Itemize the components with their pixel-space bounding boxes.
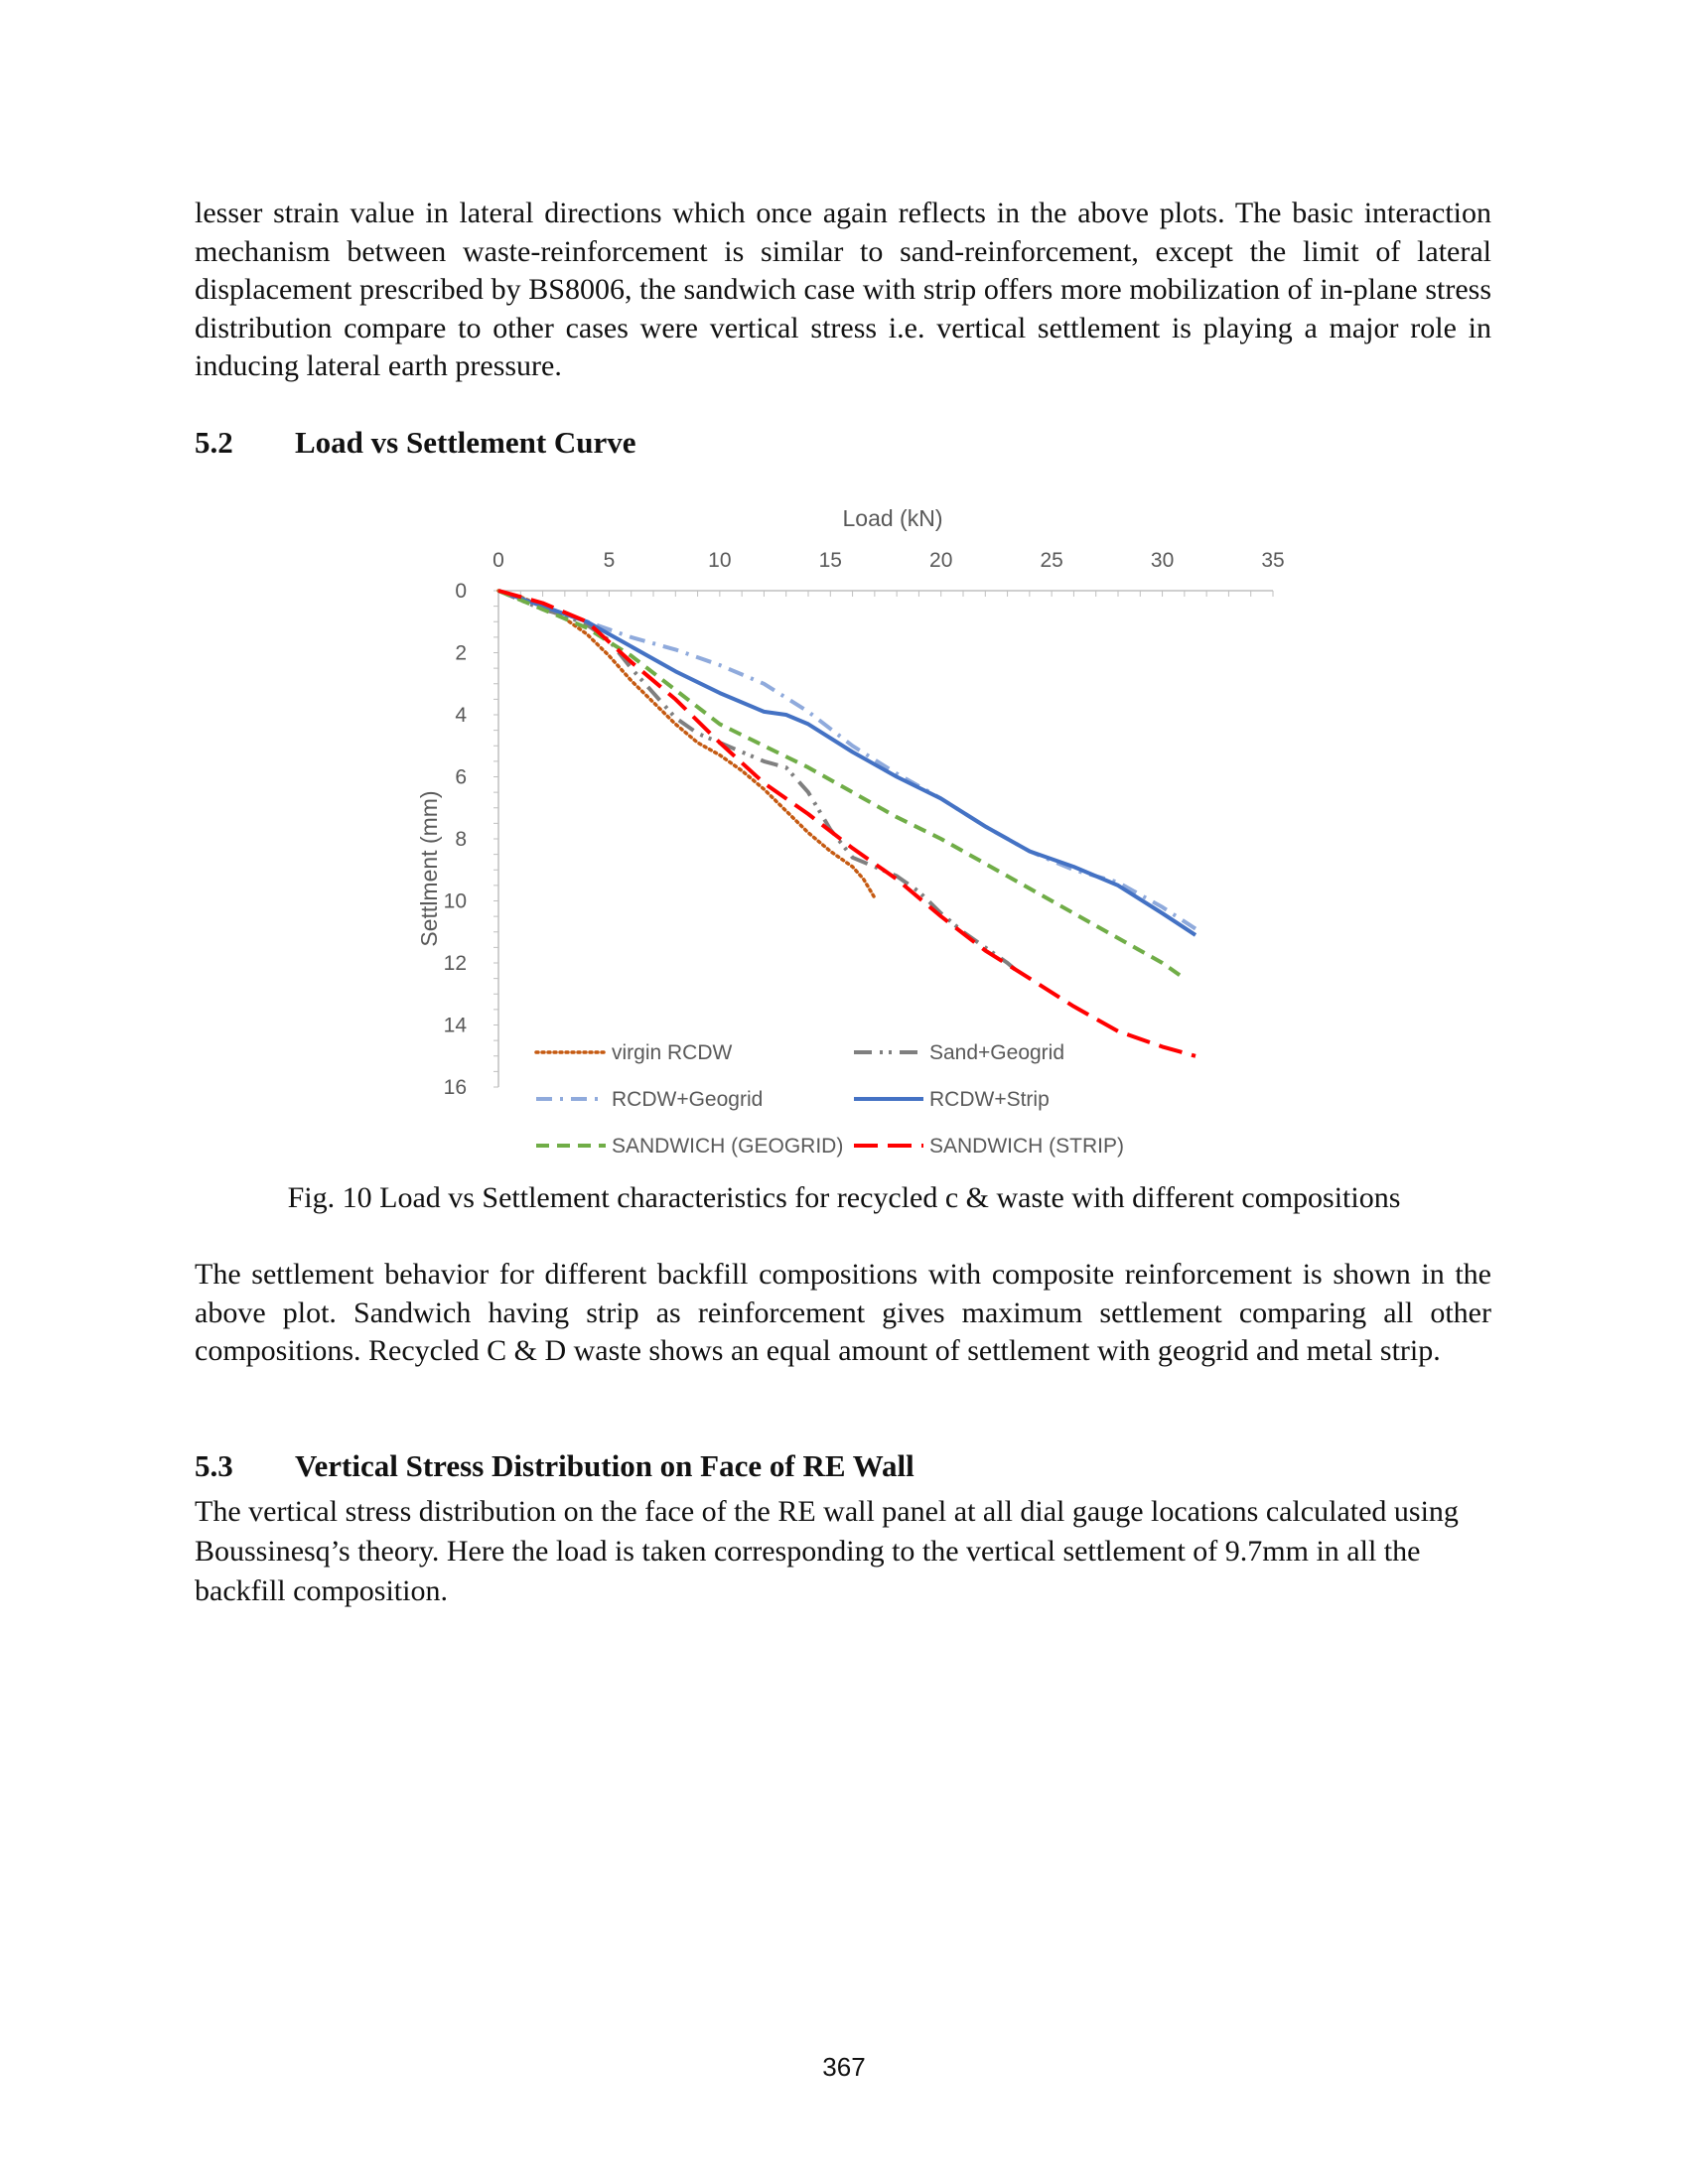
x-axis-title: Load (kN) <box>842 505 943 531</box>
body-paragraph: The settlement behavior for different backfill compositions with composite reinforcement is shown in the above plot. Sandwich having strip as reinforcement gives maximum settlement comparing all other compositions. Recycled C & D waste shows an equal amount of settlement with geogrid and metal strip. <box>195 1258 1491 1367</box>
x-tick-label: 5 <box>603 549 616 572</box>
series-line-6 <box>498 591 1196 1056</box>
y-tick-label: 16 <box>443 1076 467 1099</box>
y-tick-label: 6 <box>455 765 467 789</box>
legend-label-3: RCDW+Geogrid <box>612 1088 764 1111</box>
section-heading-5-2 <box>195 425 636 461</box>
y-tick-label: 12 <box>443 952 467 975</box>
section-title: Load vs Settlement Curve <box>295 425 636 460</box>
series-line-4 <box>498 591 1196 935</box>
body-paragraph: The vertical stress distribution on the face of the RE wall panel at all dial gauge locations calculated using Boussinesq’s theory. Here the load is taken corresponding to the vertical settlement of 9.7mm in all the backfill composition. <box>195 1495 1459 1607</box>
x-tick-label: 30 <box>1150 549 1175 572</box>
y-tick-label: 0 <box>455 580 467 603</box>
x-tick-label: 0 <box>492 549 504 572</box>
section-number: 5.3 <box>195 1448 233 1483</box>
x-tick-label: 15 <box>818 549 842 572</box>
y-tick-label: 8 <box>455 828 467 851</box>
x-tick-label: 20 <box>929 549 953 572</box>
legend-label-1: virgin RCDW <box>612 1041 733 1064</box>
y-tick-label: 2 <box>455 641 467 665</box>
load-settlement-chart <box>397 496 1311 1171</box>
legend-label-6: SANDWICH (STRIP) <box>929 1135 1124 1158</box>
y-tick-label: 14 <box>443 1014 467 1037</box>
page-number: 367 <box>822 2052 866 2082</box>
body-paragraph: lesser strain value in lateral directions which once again reflects in the above plots. The basic interaction mechanism between waste-reinforcement is similar to sand-reinforcement, except the limit of lateral displacement prescribed by BS8006, the sandwich case with strip offers more mobilization of in-plane stress distribution compare to other cases were vertical stress i.e. vertical settlement is playing a major role in inducing lateral earth pressure. <box>195 197 1491 382</box>
series-line-3 <box>498 591 1196 929</box>
x-tick-label: 10 <box>708 549 732 572</box>
x-tick-label: 25 <box>1040 549 1063 572</box>
legend-label-2: Sand+Geogrid <box>929 1041 1065 1064</box>
section-title: Vertical Stress Distribution on Face of RE Wall <box>295 1448 914 1483</box>
y-tick-label: 10 <box>443 889 467 913</box>
y-axis-title: Settlment (mm) <box>416 790 442 947</box>
section-number: 5.2 <box>195 425 233 460</box>
x-tick-label: 35 <box>1261 549 1285 572</box>
legend-label-4: RCDW+Strip <box>929 1088 1050 1111</box>
section-heading-5-3 <box>195 1448 914 1484</box>
figure-caption: Fig. 10 Load vs Settlement characteristics for recycled c & waste with different compositions <box>287 1181 1401 1214</box>
y-tick-label: 4 <box>455 704 467 727</box>
series-line-1 <box>498 591 875 897</box>
legend-label-5: SANDWICH (GEOGRID) <box>612 1135 844 1158</box>
